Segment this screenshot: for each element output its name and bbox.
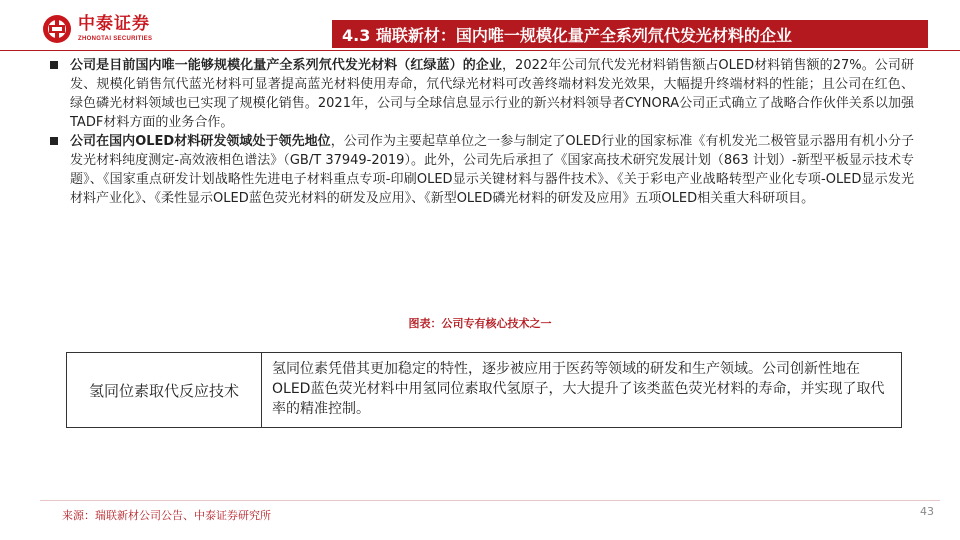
body-content bbox=[46, 56, 914, 208]
bullet-lead: 公司在国内OLED材料研发领域处于领先地位 bbox=[70, 134, 331, 149]
bullet-text: ，2022年公司氘代发光材料销售额占OLED材料销售额的27%。公司研发、规模化销售氘代蓝光材料可显著提高蓝光材料使用寿命，氘代绿光材料可改善终端材料发光效果，大幅提升终端材料的性能；且公司在红色、绿色磷光材料领域也已实现了规模化销售。2021年，公司与全球信息显示行业的新兴材料领导者CYNORA公司正式确立了战略合作伙伴关系以加强TADF材料方面的业务合作。 bbox=[70, 58, 914, 130]
brand-name-cn: 中泰证券 bbox=[78, 14, 150, 34]
title-divider bbox=[0, 50, 960, 51]
bullet-lead: 公司是目前国内唯一能够规模化量产全系列氘代发光材料（红绿蓝）的企业 bbox=[70, 58, 502, 73]
source-note: 来源：瑞联新材公司公告、中泰证券研究所 bbox=[62, 509, 271, 522]
bullet-text: ，公司作为主要起草单位之一参与制定了OLED行业的国家标准《有机发光二极管显示器用有机小分子发光材料纯度测定-高效液相色谱法》（GB/T 37949-2019）。此外，公司先后承担了《国家高技术研究发展计划（863 计划）-新型平板显示技术专题》、《国家重点研发计划战略性先进电子材料重点专项-印刷OLED显示关键材料与器件技术》、《关于彩电产业战略转型产业化专项-OLED显示发光材料产业化》、《柔性显示OLED蓝色荧光材料的研发及应用》、《新型OLED磷光材料的研发及应用》五项OLED相关重大科研项目。 bbox=[70, 134, 915, 206]
brand-name-en: ZHONGTAI SECURITIES bbox=[78, 36, 153, 42]
square-bullet-icon bbox=[50, 137, 58, 145]
tech-name-cell: 氢同位素取代反应技术 bbox=[67, 353, 262, 427]
figure-caption: 图表：公司专有核心技术之一 bbox=[408, 317, 552, 330]
footer-divider bbox=[40, 500, 940, 501]
bullet-item bbox=[46, 132, 914, 208]
brand-logo bbox=[42, 14, 152, 44]
slide-title: 4.3 瑞联新材：国内唯一规模化量产全系列氘代发光材料的企业 bbox=[332, 20, 928, 48]
zhongtai-logo-icon bbox=[42, 14, 72, 44]
square-bullet-icon bbox=[50, 61, 58, 69]
tech-desc-cell: 氢同位素凭借其更加稳定的特性，逐步被应用于医药等领域的研发和生产领域。公司创新性地在OLED蓝色荧光材料中用氢同位素取代氢原子，大大提升了该类蓝色荧光材料的寿命，并实现了取代率的精准控制。 bbox=[272, 361, 885, 417]
bullet-item bbox=[46, 56, 914, 132]
page-number: 43 bbox=[920, 505, 934, 518]
tech-table bbox=[66, 352, 902, 428]
